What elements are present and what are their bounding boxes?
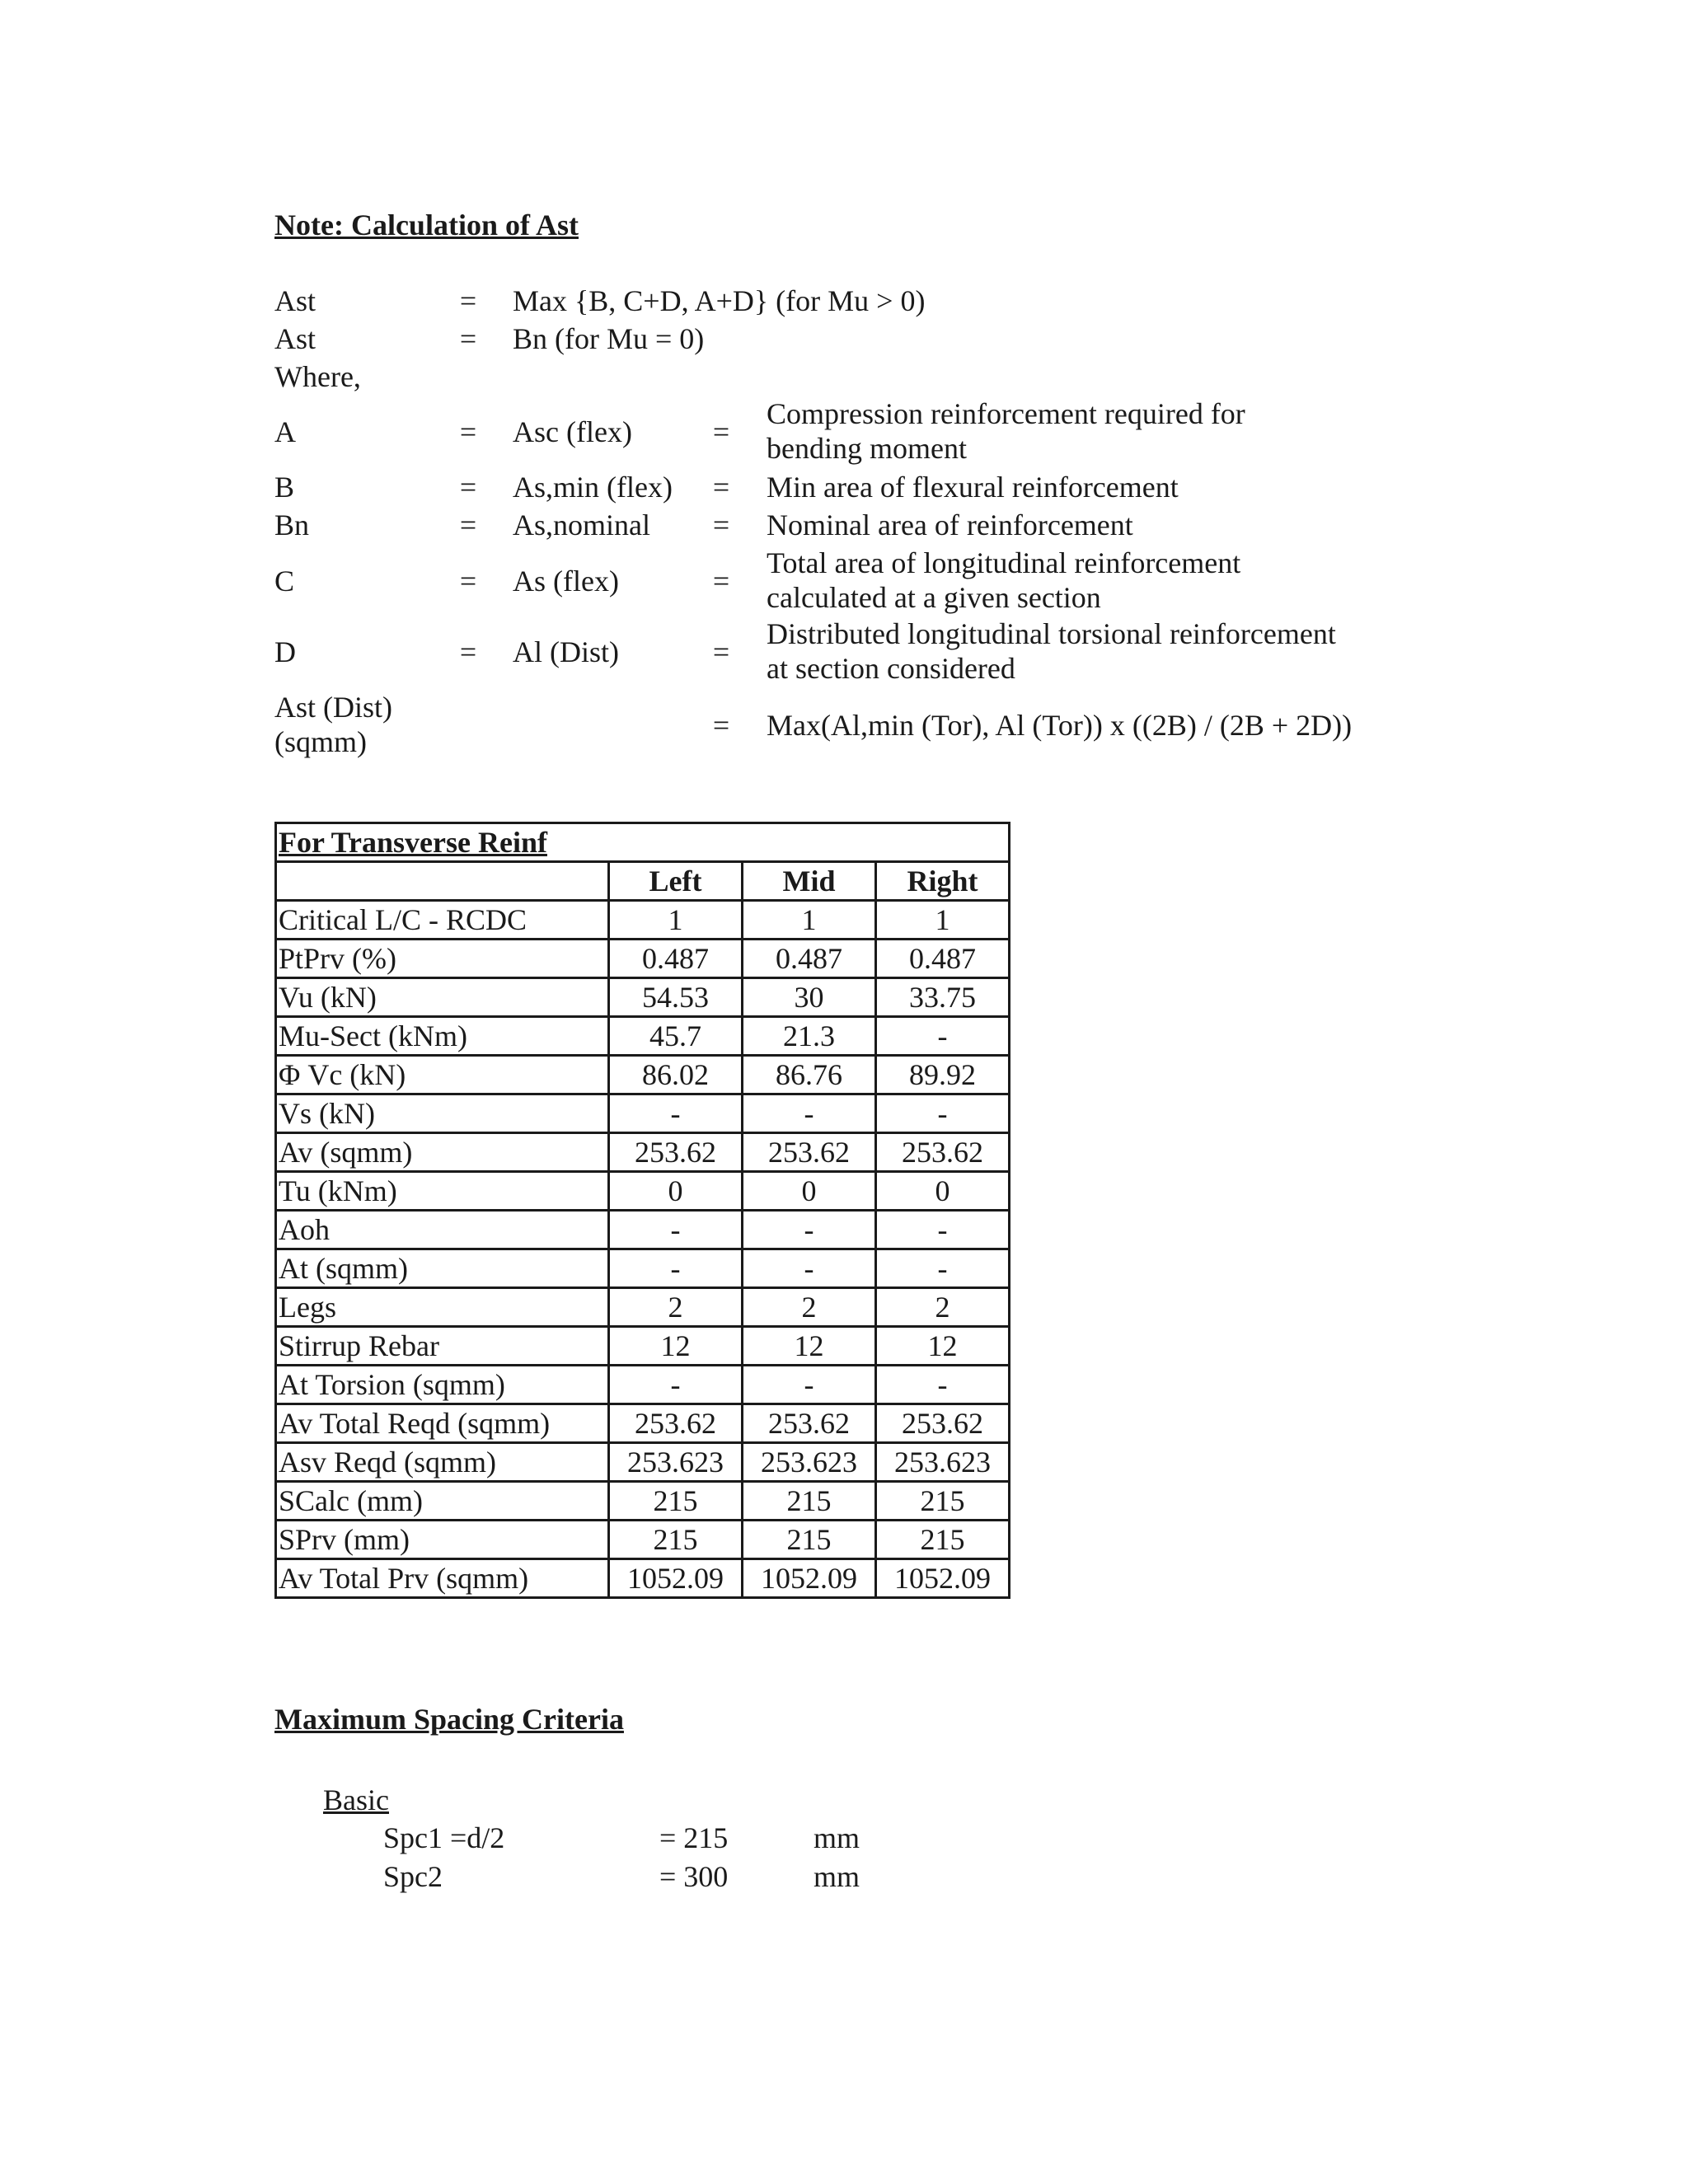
- cell-left: 0.487: [609, 940, 743, 978]
- equals-sign: =: [459, 565, 477, 598]
- basic-label: Basic: [323, 1783, 389, 1816]
- cell-mid: 1: [743, 901, 876, 940]
- table-row: [276, 940, 1010, 978]
- cell-mid: 253.62: [743, 1133, 876, 1172]
- definition-symbol: B: [274, 471, 295, 504]
- table-row: [276, 1327, 1010, 1366]
- row-label: Legs: [276, 1288, 609, 1327]
- column-header-right: Right: [876, 862, 1010, 901]
- table-row: [276, 1133, 1010, 1172]
- cell-mid: 30: [743, 978, 876, 1017]
- definition-term: As (flex): [513, 565, 619, 598]
- table-header-row: [276, 862, 1010, 901]
- column-header-left: Left: [609, 862, 743, 901]
- definition-description: Distributed longitudinal torsional reinforcement: [767, 617, 1336, 650]
- cell-right: 12: [876, 1327, 1010, 1366]
- equals-sign: =: [459, 509, 477, 541]
- definition-term: Asc (flex): [513, 415, 632, 448]
- cell-right: 253.62: [876, 1133, 1010, 1172]
- note-heading: Note: Calculation of Ast: [274, 209, 579, 241]
- row-label: Av Total Prv (sqmm): [276, 1559, 609, 1598]
- transverse-reinf-table: [274, 822, 1010, 1599]
- definition-term: As,min (flex): [513, 471, 673, 504]
- cell-right: 215: [876, 1521, 1010, 1559]
- cell-right: -: [876, 1211, 1010, 1249]
- definition-description: Compression reinforcement required for: [767, 397, 1245, 430]
- table-row: [276, 1443, 1010, 1482]
- where-label: Where,: [274, 360, 361, 393]
- cell-right: 0.487: [876, 940, 1010, 978]
- equals-sign: =: [459, 635, 477, 668]
- equals-sign: =: [459, 322, 477, 355]
- row-label: Av (sqmm): [276, 1133, 609, 1172]
- definition-description-cont: calculated at a given section: [767, 581, 1101, 614]
- spacing-unit: mm: [814, 1860, 860, 1893]
- cell-mid: 86.76: [743, 1056, 876, 1094]
- row-label: SCalc (mm): [276, 1482, 609, 1521]
- definition-description: Total area of longitudinal reinforcement: [767, 546, 1241, 579]
- equals-sign: =: [459, 415, 477, 448]
- cell-left: 12: [609, 1327, 743, 1366]
- equals-sign: =: [712, 509, 730, 541]
- cell-left: 253.62: [609, 1133, 743, 1172]
- spacing-name: Spc1 =d/2: [383, 1821, 505, 1854]
- table-row: [276, 1559, 1010, 1598]
- cell-left: 54.53: [609, 978, 743, 1017]
- cell-mid: 215: [743, 1482, 876, 1521]
- spacing-name: Spc2: [383, 1860, 443, 1893]
- definition-symbol: A: [274, 415, 296, 448]
- ast-lhs: Ast: [274, 284, 316, 317]
- definition-symbol: D: [274, 635, 296, 668]
- cell-left: -: [609, 1249, 743, 1288]
- table-row: [276, 1288, 1010, 1327]
- row-label: Stirrup Rebar: [276, 1327, 609, 1366]
- row-label: Mu-Sect (kNm): [276, 1017, 609, 1056]
- cell-right: -: [876, 1017, 1010, 1056]
- cell-mid: 2: [743, 1288, 876, 1327]
- cell-left: 253.623: [609, 1443, 743, 1482]
- table-row: [276, 1404, 1010, 1443]
- cell-mid: 215: [743, 1521, 876, 1559]
- cell-mid: 0.487: [743, 940, 876, 978]
- table-row: [276, 1249, 1010, 1288]
- cell-right: 2: [876, 1288, 1010, 1327]
- cell-right: 0: [876, 1172, 1010, 1211]
- row-label: Vs (kN): [276, 1094, 609, 1133]
- spacing-value: = 215: [659, 1821, 729, 1854]
- cell-left: 1: [609, 901, 743, 940]
- row-label: Asv Reqd (sqmm): [276, 1443, 609, 1482]
- ast-lhs: Ast: [274, 322, 316, 355]
- row-label: Aoh: [276, 1211, 609, 1249]
- cell-right: -: [876, 1366, 1010, 1404]
- cell-left: -: [609, 1366, 743, 1404]
- cell-left: 215: [609, 1482, 743, 1521]
- row-label: Tu (kNm): [276, 1172, 609, 1211]
- definition-description-cont: at section considered: [767, 652, 1015, 685]
- cell-right: 215: [876, 1482, 1010, 1521]
- cell-left: 45.7: [609, 1017, 743, 1056]
- cell-right: -: [876, 1094, 1010, 1133]
- row-label: Φ Vc (kN): [276, 1056, 609, 1094]
- equals-sign: =: [712, 471, 730, 504]
- cell-mid: -: [743, 1249, 876, 1288]
- table-row: [276, 1172, 1010, 1211]
- table-row: [276, 1017, 1010, 1056]
- ast-rhs: Bn (for Mu = 0): [513, 322, 705, 355]
- cell-left: 2: [609, 1288, 743, 1327]
- cell-right: 33.75: [876, 978, 1010, 1017]
- definition-description: Min area of flexural reinforcement: [767, 471, 1179, 504]
- cell-mid: 0: [743, 1172, 876, 1211]
- cell-mid: 12: [743, 1327, 876, 1366]
- cell-mid: 21.3: [743, 1017, 876, 1056]
- row-label: SPrv (mm): [276, 1521, 609, 1559]
- spacing-value: = 300: [659, 1860, 729, 1893]
- table-row: [276, 1211, 1010, 1249]
- table-title-row: [276, 823, 1010, 862]
- cell-left: 1052.09: [609, 1559, 743, 1598]
- row-label: Vu (kN): [276, 978, 609, 1017]
- column-header: [276, 862, 609, 901]
- equals-sign: =: [459, 471, 477, 504]
- equals-sign: =: [712, 565, 730, 598]
- cell-mid: 1052.09: [743, 1559, 876, 1598]
- cell-mid: -: [743, 1094, 876, 1133]
- cell-mid: -: [743, 1366, 876, 1404]
- cell-mid: 253.62: [743, 1404, 876, 1443]
- cell-right: -: [876, 1249, 1010, 1288]
- cell-left: 86.02: [609, 1056, 743, 1094]
- ast-rhs: Max {B, C+D, A+D} (for Mu > 0): [513, 284, 926, 317]
- equals-sign: =: [712, 635, 730, 668]
- equals-sign: =: [712, 709, 730, 742]
- cell-right: 253.623: [876, 1443, 1010, 1482]
- table-row: [276, 1521, 1010, 1559]
- cell-right: 253.62: [876, 1404, 1010, 1443]
- cell-right: 1: [876, 901, 1010, 940]
- cell-mid: -: [743, 1211, 876, 1249]
- cell-right: 89.92: [876, 1056, 1010, 1094]
- row-label: At (sqmm): [276, 1249, 609, 1288]
- column-header-mid: Mid: [743, 862, 876, 901]
- definition-description-cont: bending moment: [767, 432, 967, 465]
- definition-symbol: C: [274, 565, 295, 598]
- definition-term: As,nominal: [513, 509, 650, 541]
- row-label: Critical L/C - RCDC: [276, 901, 609, 940]
- definition-term: Al (Dist): [513, 635, 619, 668]
- definition-symbol-unit: (sqmm): [274, 725, 367, 758]
- table-row: [276, 1094, 1010, 1133]
- table-row: [276, 1056, 1010, 1094]
- table-title: For Transverse Reinf: [276, 823, 1010, 862]
- row-label: Av Total Reqd (sqmm): [276, 1404, 609, 1443]
- max-spacing-heading: Maximum Spacing Criteria: [274, 1703, 624, 1736]
- equals-sign: =: [712, 415, 730, 448]
- cell-mid: 253.623: [743, 1443, 876, 1482]
- definition-symbol: Bn: [274, 509, 310, 541]
- cell-left: 215: [609, 1521, 743, 1559]
- spacing-unit: mm: [814, 1821, 860, 1854]
- cell-left: -: [609, 1094, 743, 1133]
- table-row: [276, 901, 1010, 940]
- definition-symbol: Ast (Dist): [274, 691, 392, 724]
- equals-sign: =: [459, 284, 477, 317]
- cell-left: 0: [609, 1172, 743, 1211]
- definition-description: Max(Al,min (Tor), Al (Tor)) x ((2B) / (2B + 2D)): [767, 709, 1353, 742]
- row-label: At Torsion (sqmm): [276, 1366, 609, 1404]
- cell-left: -: [609, 1211, 743, 1249]
- row-label: PtPrv (%): [276, 940, 609, 978]
- table-row: [276, 978, 1010, 1017]
- table-row: [276, 1366, 1010, 1404]
- cell-right: 1052.09: [876, 1559, 1010, 1598]
- definition-description: Nominal area of reinforcement: [767, 509, 1133, 541]
- table-row: [276, 1482, 1010, 1521]
- cell-left: 253.62: [609, 1404, 743, 1443]
